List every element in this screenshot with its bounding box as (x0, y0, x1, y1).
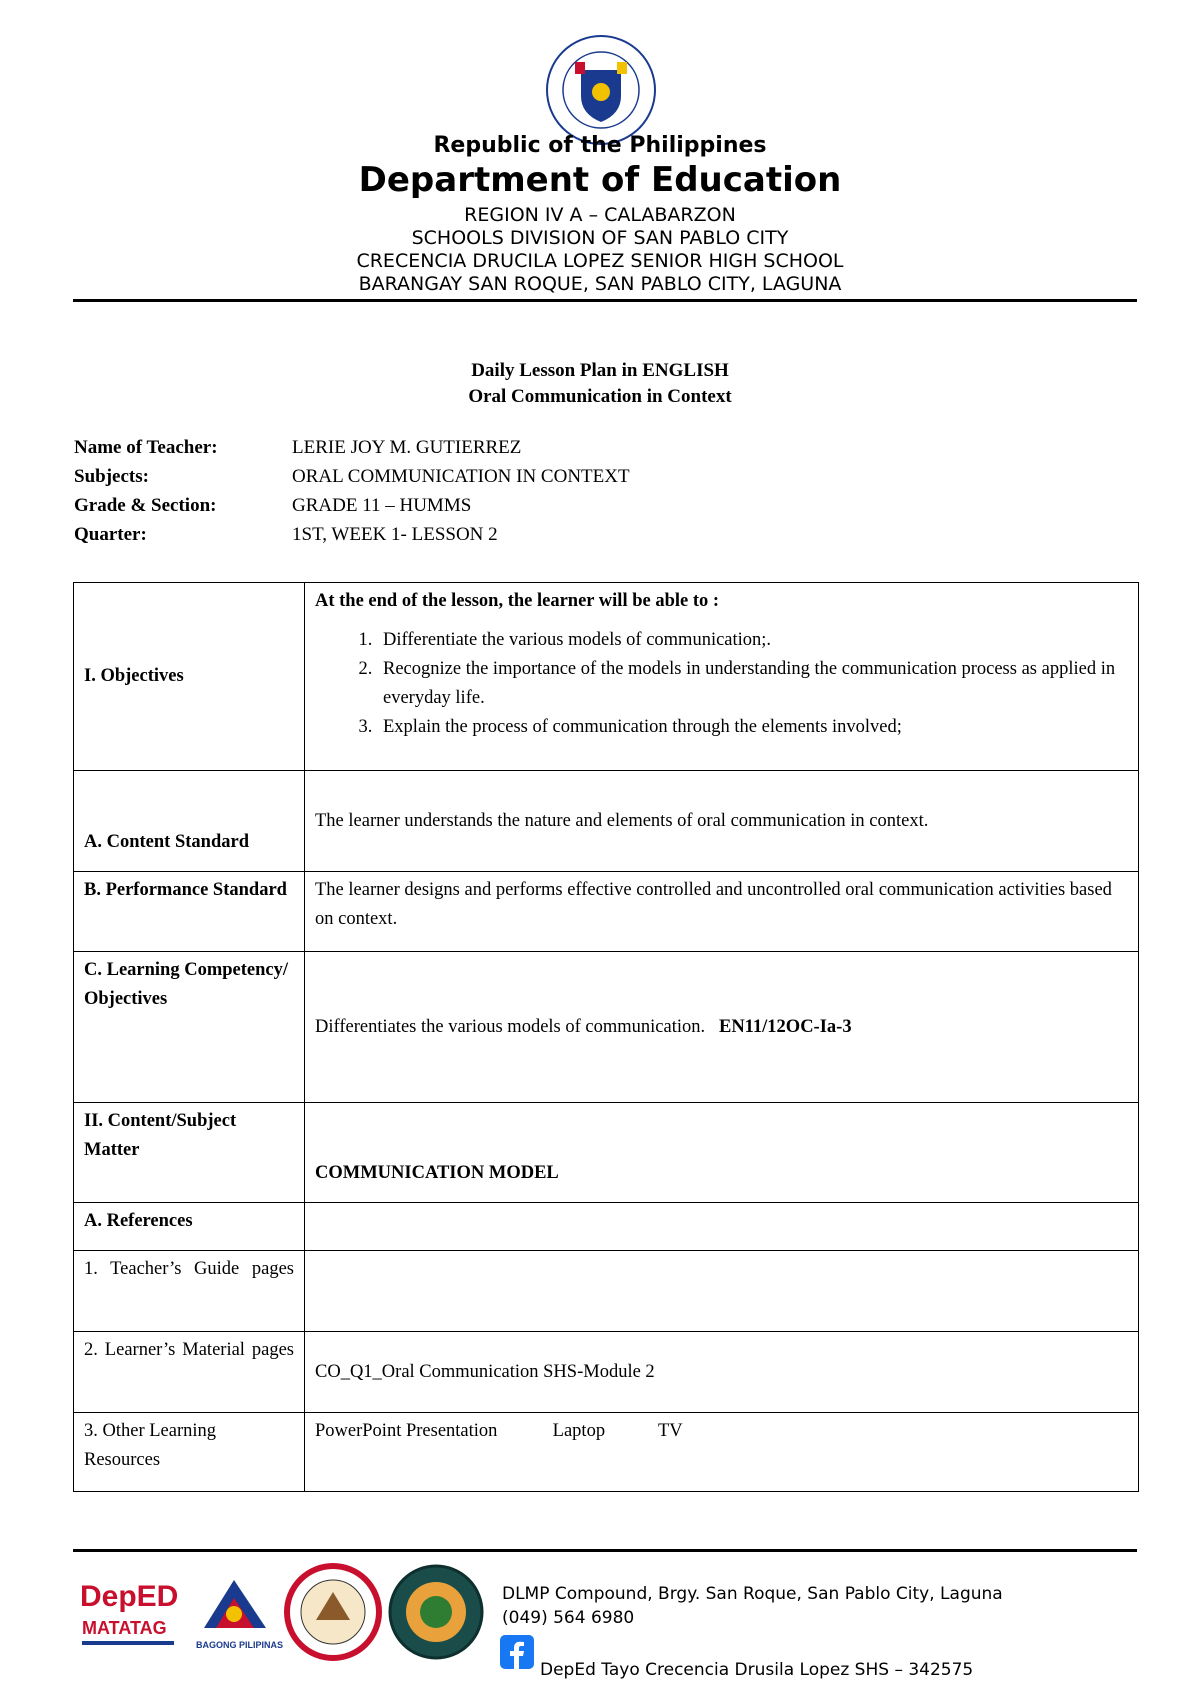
school-line: CRECENCIA DRUCILA LOPEZ SENIOR HIGH SCHOOL (356, 250, 844, 272)
department-heading: Department of Education (358, 160, 842, 200)
footer-facebook-page[interactable]: DepEd Tayo Crecencia Drusila Lopez SHS – 342575 (540, 1660, 974, 1680)
footer-phone: (049) 564 6980 (502, 1608, 635, 1628)
performance-standard-text: The learner designs and performs effective controlled and uncontrolled oral communication activities based on context. (305, 872, 1139, 952)
table-row-content (74, 1103, 1139, 1203)
content-standard-label: A. Content Standard (74, 771, 305, 872)
table-row-content-standard (74, 771, 1139, 872)
table-row-other-resources (74, 1413, 1139, 1492)
division-seal-logo (390, 1566, 482, 1658)
performance-standard-label: B. Performance Standard (74, 872, 305, 952)
deped-seal-logo (545, 34, 657, 146)
competency-cell (305, 952, 1139, 1103)
info-label: Name of Teacher: (74, 437, 218, 458)
competency-code: EN11/12OC-Ia-3 (718, 1016, 852, 1037)
competency-text: Differentiates the various models of communication. (315, 1016, 706, 1037)
plan-title: Daily Lesson Plan in ENGLISH (471, 360, 729, 381)
list-item: 1. Differentiate the various models of communication;. (377, 626, 1128, 655)
table-row-performance-standard (74, 872, 1139, 952)
bagong-pilipinas-logo (196, 1580, 283, 1650)
footer-address: DLMP Compound, Brgy. San Roque, San Pablo City, Laguna (502, 1584, 1003, 1604)
deped-logo-text: DepED (80, 1580, 179, 1613)
learners-material-text: CO_Q1_Oral Communication SHS-Module 2 (305, 1332, 1139, 1413)
barangay-line: BARANGAY SAN ROQUE, SAN PABLO CITY, LAGUNA (358, 273, 842, 295)
resource-item: PowerPoint Presentation (315, 1421, 498, 1441)
content-text: COMMUNICATION MODEL (305, 1103, 1139, 1203)
lesson-plan-table (73, 582, 1139, 1492)
objectives-label: I. Objectives (74, 583, 305, 771)
competency-label: C. Learning Competency/ Objectives (74, 952, 305, 1103)
objectives-list (315, 626, 1128, 742)
info-value: ORAL COMMUNICATION IN CONTEXT (292, 466, 630, 487)
info-label: Subjects: (74, 466, 149, 487)
teachers-guide-text (305, 1251, 1139, 1332)
deped-matatag-logo (80, 1580, 178, 1645)
references-label: A. References (74, 1203, 305, 1251)
objectives-cell (305, 583, 1139, 771)
other-resources-label: 3. Other Learning Resources (74, 1413, 305, 1492)
bagong-pilipinas-text: BAGONG PILIPINAS (196, 1640, 284, 1650)
info-value: GRADE 11 – HUMMS (292, 495, 472, 516)
objectives-intro: At the end of the lesson, the learner will be able to : (315, 591, 720, 611)
region-line: REGION IV A – CALABARZON (464, 204, 736, 226)
resource-item: TV (658, 1421, 683, 1441)
footer-divider (73, 1549, 1137, 1552)
table-row-teachers-guide (74, 1251, 1139, 1332)
plan-subtitle: Oral Communication in Context (468, 386, 732, 407)
school-seal-logo (287, 1566, 379, 1658)
table-row-learners-material (74, 1332, 1139, 1413)
teachers-guide-label (74, 1251, 305, 1332)
header-divider (73, 299, 1137, 302)
matatag-logo-text: MATATAG (82, 1618, 167, 1638)
info-label: Quarter: (74, 524, 147, 545)
teachers-guide-label-text: 1. Teacher’s Guide pages (84, 1259, 294, 1279)
content-standard-text: The learner understands the nature and elements of oral communication in context. (305, 771, 1139, 872)
resource-item: Laptop (552, 1421, 606, 1441)
list-item: 2. Recognize the importance of the models in understanding the communication process as applied in everyday life. (377, 655, 1128, 713)
other-resources-cell (305, 1413, 1139, 1492)
republic-heading: Republic of the Philippines (433, 133, 767, 158)
table-row-objectives (74, 583, 1139, 771)
table-row-references (74, 1203, 1139, 1251)
info-value: 1ST, WEEK 1- LESSON 2 (292, 524, 498, 545)
footer-logos (76, 1562, 492, 1662)
learners-material-label-text: 2. Learner’s Material pages (84, 1340, 294, 1360)
learners-material-label (74, 1332, 305, 1413)
list-item: 3. Explain the process of communication through the elements involved; (377, 713, 1128, 742)
info-value: LERIE JOY M. GUTIERREZ (292, 437, 522, 458)
facebook-icon[interactable] (500, 1635, 534, 1669)
table-row-competency (74, 952, 1139, 1103)
content-label: II. Content/Subject Matter (74, 1103, 305, 1203)
division-line: SCHOOLS DIVISION OF SAN PABLO CITY (411, 227, 789, 249)
info-label: Grade & Section: (74, 495, 217, 516)
references-text (305, 1203, 1139, 1251)
